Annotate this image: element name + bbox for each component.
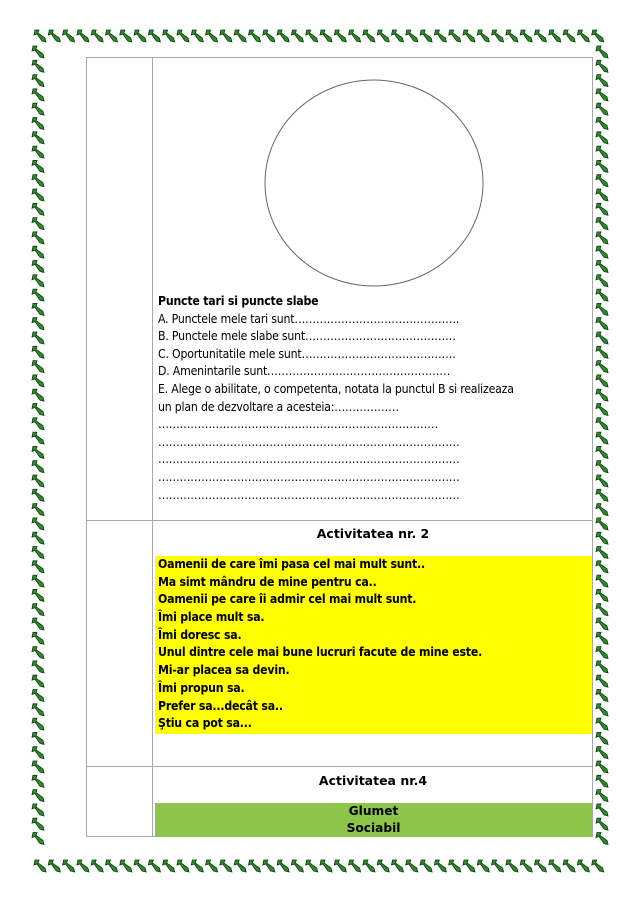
- arrow-ornament: [32, 732, 44, 744]
- list-item: Mi-ar placea sa devin.: [158, 663, 290, 678]
- list-item: Glumet: [348, 804, 399, 818]
- dotted-line: …………………………………………………………………………: [158, 487, 460, 502]
- arrow-ornament: [32, 432, 44, 444]
- arrow-ornament: [596, 75, 608, 87]
- arrow-ornament: [32, 332, 44, 344]
- arrow-ornament: [377, 860, 389, 872]
- list-item: Îmi propun sa.: [158, 680, 245, 695]
- list-item: Îmi doresc sa.: [158, 627, 242, 642]
- arrow-ornament: [596, 804, 608, 816]
- arrow-ornament: [163, 860, 175, 872]
- arrow-ornament: [32, 804, 44, 816]
- arrow-ornament: [77, 30, 89, 42]
- arrow-ornament: [32, 232, 44, 244]
- arrow-ornament: [32, 761, 44, 773]
- arrow-ornament: [596, 532, 608, 544]
- arrow-ornament: [163, 30, 175, 42]
- arrow-ornament: [563, 860, 575, 872]
- arrow-ornament: [249, 860, 261, 872]
- arrow-ornament: [492, 860, 504, 872]
- arrow-ornament: [549, 30, 561, 42]
- arrow-ornament: [596, 818, 608, 830]
- arrow-ornament: [32, 661, 44, 673]
- list-item: Ştiu ca pot sa...: [158, 716, 252, 731]
- arrow-ornament: [34, 30, 46, 42]
- arrow-ornament: [234, 860, 246, 872]
- arrow-ornament: [596, 203, 608, 215]
- arrow-ornament: [32, 833, 44, 845]
- activity-4-list: [155, 803, 592, 837]
- line-strengths: A. Punctele mele tari sunt……………………………………….: [158, 311, 460, 326]
- arrow-ornament: [520, 860, 532, 872]
- arrow-ornament: [306, 30, 318, 42]
- line-instruction-cont: un plan de dezvoltare a acesteia:………………: [158, 399, 399, 414]
- arrow-ornament: [32, 132, 44, 144]
- arrow-ornament: [32, 790, 44, 802]
- arrow-ornament: [334, 860, 346, 872]
- arrow-ornament: [596, 718, 608, 730]
- arrow-ornament: [592, 860, 604, 872]
- arrow-ornament: [32, 303, 44, 315]
- arrow-ornament: [434, 30, 446, 42]
- arrow-ornament: [463, 860, 475, 872]
- list-item: Sociabil: [346, 820, 401, 835]
- activity-4-title: Activitatea nr.4: [318, 773, 428, 788]
- arrow-ornament: [134, 860, 146, 872]
- arrow-ornament: [32, 561, 44, 573]
- arrow-ornament: [34, 860, 46, 872]
- arrow-ornament: [32, 246, 44, 258]
- arrow-ornament: [334, 30, 346, 42]
- arrow-ornament: [48, 860, 60, 872]
- arrow-ornament: [32, 146, 44, 158]
- arrow-ornament: [420, 860, 432, 872]
- arrow-ornament: [506, 30, 518, 42]
- arrow-ornament: [596, 547, 608, 559]
- arrow-ornament: [206, 860, 218, 872]
- arrow-ornament: [596, 618, 608, 630]
- arrow-ornament: [32, 690, 44, 702]
- arrow-ornament: [32, 289, 44, 301]
- arrow-ornament: [32, 46, 44, 58]
- list-item: Prefer sa...decât sa..: [158, 698, 283, 713]
- arrow-ornament: [596, 218, 608, 230]
- section-title: Puncte tari si puncte slabe: [158, 294, 319, 308]
- arrow-ornament: [32, 504, 44, 516]
- arrow-ornament: [320, 860, 332, 872]
- arrow-ornament: [32, 475, 44, 487]
- arrow-ornament: [596, 704, 608, 716]
- arrow-ornament: [32, 318, 44, 330]
- arrow-ornament: [277, 30, 289, 42]
- list-item: Ma simt mândru de mine pentru ca..: [158, 574, 377, 589]
- arrow-ornament: [596, 661, 608, 673]
- table-column-divider: [152, 57, 153, 837]
- list-item: Unul dintre cele mai bune lucruri facute de mine este.: [158, 645, 483, 660]
- arrow-ornament: [32, 647, 44, 659]
- list-item: Îmi place mult sa.: [158, 610, 265, 625]
- arrow-ornament: [363, 860, 375, 872]
- arrow-ornament: [263, 30, 275, 42]
- arrow-ornament: [32, 346, 44, 358]
- arrow-ornament: [434, 860, 446, 872]
- line-opportunities: C. Oportunitatile mele sunt…………………………………….: [158, 346, 456, 361]
- arrow-ornament: [32, 747, 44, 759]
- arrow-ornament: [596, 732, 608, 744]
- arrow-ornament: [32, 89, 44, 101]
- arrow-ornament: [32, 718, 44, 730]
- arrow-ornament: [563, 30, 575, 42]
- table-row-divider: [86, 520, 593, 521]
- arrow-ornament: [291, 30, 303, 42]
- arrow-ornament: [120, 860, 132, 872]
- arrow-ornament: [32, 818, 44, 830]
- drawing-circle: [263, 78, 485, 288]
- arrow-ornament: [32, 275, 44, 287]
- activity-2-list: [155, 556, 592, 734]
- arrow-ornament: [449, 860, 461, 872]
- arrow-ornament: [32, 547, 44, 559]
- arrow-ornament: [392, 860, 404, 872]
- table-row-divider: [86, 766, 593, 767]
- arrow-ornament: [220, 30, 232, 42]
- arrow-ornament: [596, 747, 608, 759]
- arrow-ornament: [596, 833, 608, 845]
- dotted-line: …………………………………………………………………………: [158, 452, 460, 467]
- arrow-ornament: [32, 103, 44, 115]
- line-instruction: E. Alege o abilitate, o competenta, notata la punctul B si realizeaza: [158, 381, 514, 396]
- dotted-line: ……………………………………………………………………: [158, 417, 438, 432]
- arrow-ornament: [63, 860, 75, 872]
- list-item: Oamenii de care îmi pasa cel mai mult sunt..: [158, 557, 425, 571]
- arrow-ornament: [349, 30, 361, 42]
- arrow-ornament: [596, 790, 608, 802]
- arrow-ornament: [596, 132, 608, 144]
- arrow-ornament: [363, 30, 375, 42]
- arrow-ornament: [32, 775, 44, 787]
- arrow-ornament: [596, 690, 608, 702]
- arrow-ornament: [549, 860, 561, 872]
- arrow-ornament: [291, 860, 303, 872]
- arrow-ornament: [32, 389, 44, 401]
- arrow-ornament: [320, 30, 332, 42]
- arrow-ornament: [520, 30, 532, 42]
- activity-2-title: Activitatea nr. 2: [316, 526, 430, 541]
- arrow-ornament: [32, 604, 44, 616]
- arrow-ornament: [492, 30, 504, 42]
- arrow-ornament: [449, 30, 461, 42]
- arrow-ornament: [463, 30, 475, 42]
- arrow-ornament: [32, 175, 44, 187]
- arrow-ornament: [191, 30, 203, 42]
- arrow-ornament: [577, 860, 589, 872]
- arrow-ornament: [32, 675, 44, 687]
- arrow-ornament: [392, 30, 404, 42]
- arrow-ornament: [596, 175, 608, 187]
- arrow-ornament: [77, 860, 89, 872]
- arrow-ornament: [596, 761, 608, 773]
- arrow-ornament: [191, 860, 203, 872]
- arrow-ornament: [596, 647, 608, 659]
- arrow-ornament: [277, 860, 289, 872]
- arrow-ornament: [535, 860, 547, 872]
- line-threats: D. Amenintarile sunt……………………………………………: [158, 364, 451, 379]
- arrow-ornament: [596, 60, 608, 72]
- arrow-ornament: [263, 860, 275, 872]
- arrow-ornament: [106, 30, 118, 42]
- arrow-ornament: [206, 30, 218, 42]
- arrow-ornament: [596, 589, 608, 601]
- arrow-ornament: [306, 860, 318, 872]
- arrow-ornament: [32, 704, 44, 716]
- arrow-ornament: [596, 103, 608, 115]
- arrow-ornament: [177, 860, 189, 872]
- arrow-ornament: [32, 60, 44, 72]
- arrow-ornament: [596, 632, 608, 644]
- arrow-ornament: [406, 860, 418, 872]
- arrow-ornament: [596, 46, 608, 58]
- arrow-ornament: [91, 860, 103, 872]
- arrow-ornament: [32, 446, 44, 458]
- arrow-ornament: [32, 160, 44, 172]
- arrow-ornament: [32, 532, 44, 544]
- arrow-ornament: [220, 860, 232, 872]
- line-weaknesses: B. Punctele mele slabe sunt……………………………………: [158, 329, 456, 344]
- arrow-ornament: [596, 275, 608, 287]
- arrow-ornament: [32, 203, 44, 215]
- arrow-ornament: [32, 375, 44, 387]
- arrow-ornament: [477, 860, 489, 872]
- arrow-ornament: [148, 30, 160, 42]
- arrow-ornament: [349, 860, 361, 872]
- arrow-ornament: [596, 261, 608, 273]
- arrow-ornament: [596, 675, 608, 687]
- arrow-ornament: [63, 30, 75, 42]
- arrow-ornament: [32, 575, 44, 587]
- arrow-ornament: [32, 75, 44, 87]
- arrow-ornament: [577, 30, 589, 42]
- arrow-ornament: [32, 489, 44, 501]
- arrow-ornament: [596, 146, 608, 158]
- arrow-ornament: [32, 118, 44, 130]
- arrow-ornament: [48, 30, 60, 42]
- arrow-ornament: [596, 246, 608, 258]
- arrow-ornament: [32, 218, 44, 230]
- arrow-ornament: [32, 418, 44, 430]
- arrow-ornament: [234, 30, 246, 42]
- arrow-ornament: [32, 461, 44, 473]
- arrow-ornament: [249, 30, 261, 42]
- arrow-ornament: [91, 30, 103, 42]
- arrow-ornament: [596, 160, 608, 172]
- arrow-ornament: [32, 261, 44, 273]
- arrow-ornament: [596, 604, 608, 616]
- arrow-ornament: [592, 30, 604, 42]
- arrow-ornament: [32, 618, 44, 630]
- arrow-ornament: [596, 561, 608, 573]
- arrow-ornament: [596, 89, 608, 101]
- arrow-ornament: [106, 860, 118, 872]
- dotted-line: …………………………………………………………………………: [158, 469, 460, 484]
- arrow-ornament: [134, 30, 146, 42]
- arrow-ornament: [596, 775, 608, 787]
- arrow-ornament: [32, 632, 44, 644]
- list-item: Oamenii pe care îi admir cel mai mult sunt.: [158, 592, 417, 607]
- arrow-ornament: [177, 30, 189, 42]
- dotted-line: …………………………………………………………………………: [158, 434, 460, 449]
- arrow-ornament: [420, 30, 432, 42]
- arrow-ornament: [120, 30, 132, 42]
- arrow-ornament: [32, 589, 44, 601]
- arrow-ornament: [477, 30, 489, 42]
- arrow-ornament: [32, 518, 44, 530]
- arrow-ornament: [535, 30, 547, 42]
- arrow-ornament: [406, 30, 418, 42]
- arrow-ornament: [32, 404, 44, 416]
- strengths-weaknesses-section: [158, 293, 598, 504]
- arrow-ornament: [148, 860, 160, 872]
- arrow-ornament: [377, 30, 389, 42]
- arrow-ornament: [596, 575, 608, 587]
- arrow-ornament: [596, 518, 608, 530]
- arrow-ornament: [596, 118, 608, 130]
- arrow-ornament: [596, 189, 608, 201]
- arrow-ornament: [32, 361, 44, 373]
- arrow-ornament: [32, 189, 44, 201]
- arrow-ornament: [596, 504, 608, 516]
- arrow-ornament: [506, 860, 518, 872]
- arrow-ornament: [596, 232, 608, 244]
